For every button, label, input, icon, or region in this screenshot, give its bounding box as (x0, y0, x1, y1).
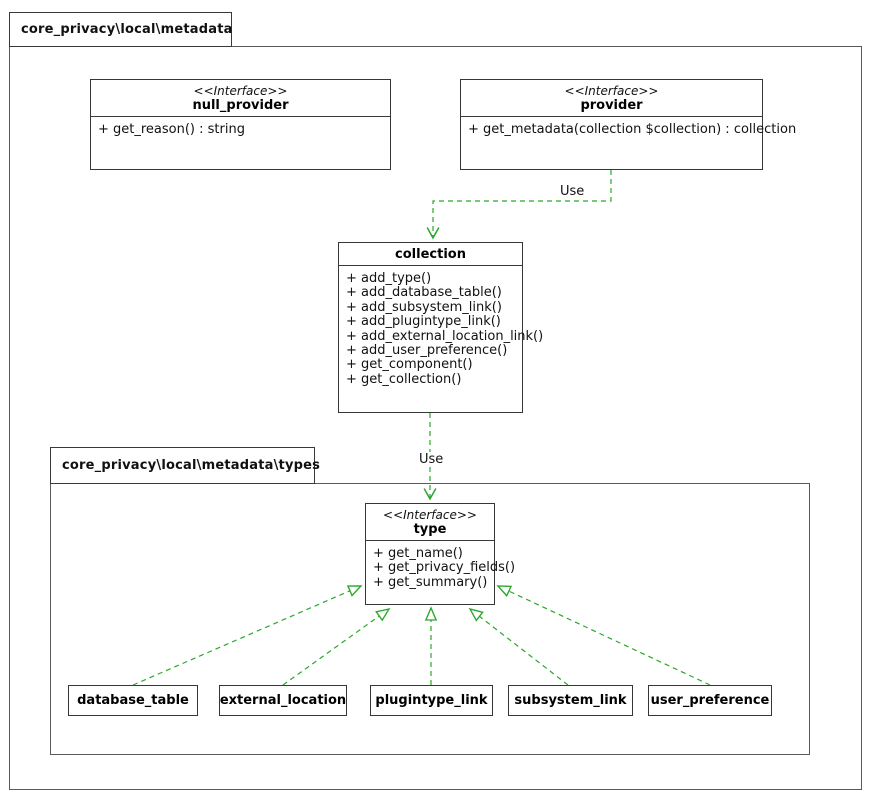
class-user-preference (648, 685, 772, 716)
class-provider-members (461, 116, 797, 141)
class-name: provider (580, 98, 643, 113)
use-label-collection-type: Use (419, 452, 444, 467)
types-frame-tab (50, 447, 321, 484)
class-plugintype-link (370, 685, 493, 716)
stereotype-label: <<Interface>> (193, 84, 288, 98)
class-null-provider (90, 79, 391, 170)
class-null-provider-members (91, 116, 390, 141)
member-line: + get_component() (346, 357, 473, 373)
class-collection (338, 242, 544, 413)
class-subsystem-link (508, 685, 633, 716)
outer-frame-tab (9, 12, 232, 47)
member-line: + get_collection() (346, 371, 462, 387)
class-type (365, 503, 516, 605)
stereotype-label: <<Interface>> (383, 508, 477, 522)
member-line: + get_reason() : string (98, 122, 245, 137)
member-line: + add_database_table() (346, 285, 502, 301)
class-name: subsystem_link (514, 693, 627, 708)
class-name: external_location (219, 693, 347, 708)
member-line: + get_name() (373, 546, 463, 561)
class-provider (460, 79, 797, 170)
class-name: null_provider (192, 98, 289, 113)
member-line: + get_privacy_fields() (373, 560, 516, 576)
class-type-header (366, 504, 494, 540)
stereotype-label: <<Interface>> (564, 84, 659, 98)
class-collection-header (339, 243, 522, 265)
member-line: + add_plugintype_link() (346, 314, 501, 330)
class-name: plugintype_link (375, 693, 488, 708)
use-label-provider-collection: Use (560, 184, 585, 199)
member-line: + add_user_preference() (346, 343, 508, 359)
class-null-provider-header (91, 80, 390, 116)
class-external-location (219, 685, 347, 716)
outer-frame-label: core_privacy\local\metadata (21, 22, 233, 37)
member-line: + get_summary() (373, 574, 488, 590)
types-frame-label: core_privacy\local\metadata\types (62, 458, 321, 473)
class-name: database_table (77, 693, 189, 708)
member-line: + add_subsystem_link() (346, 299, 502, 315)
class-collection-members (339, 265, 544, 391)
class-type-members (366, 540, 516, 594)
class-database-table (68, 685, 198, 716)
member-line: + get_metadata(collection $collection) : collection (468, 122, 797, 137)
member-line: + add_external_location_link() (346, 328, 544, 344)
member-line: + add_type() (346, 271, 432, 286)
class-name: collection (395, 247, 466, 262)
class-name: type (413, 522, 447, 537)
class-provider-header (461, 80, 762, 116)
class-name: user_preference (650, 693, 770, 708)
